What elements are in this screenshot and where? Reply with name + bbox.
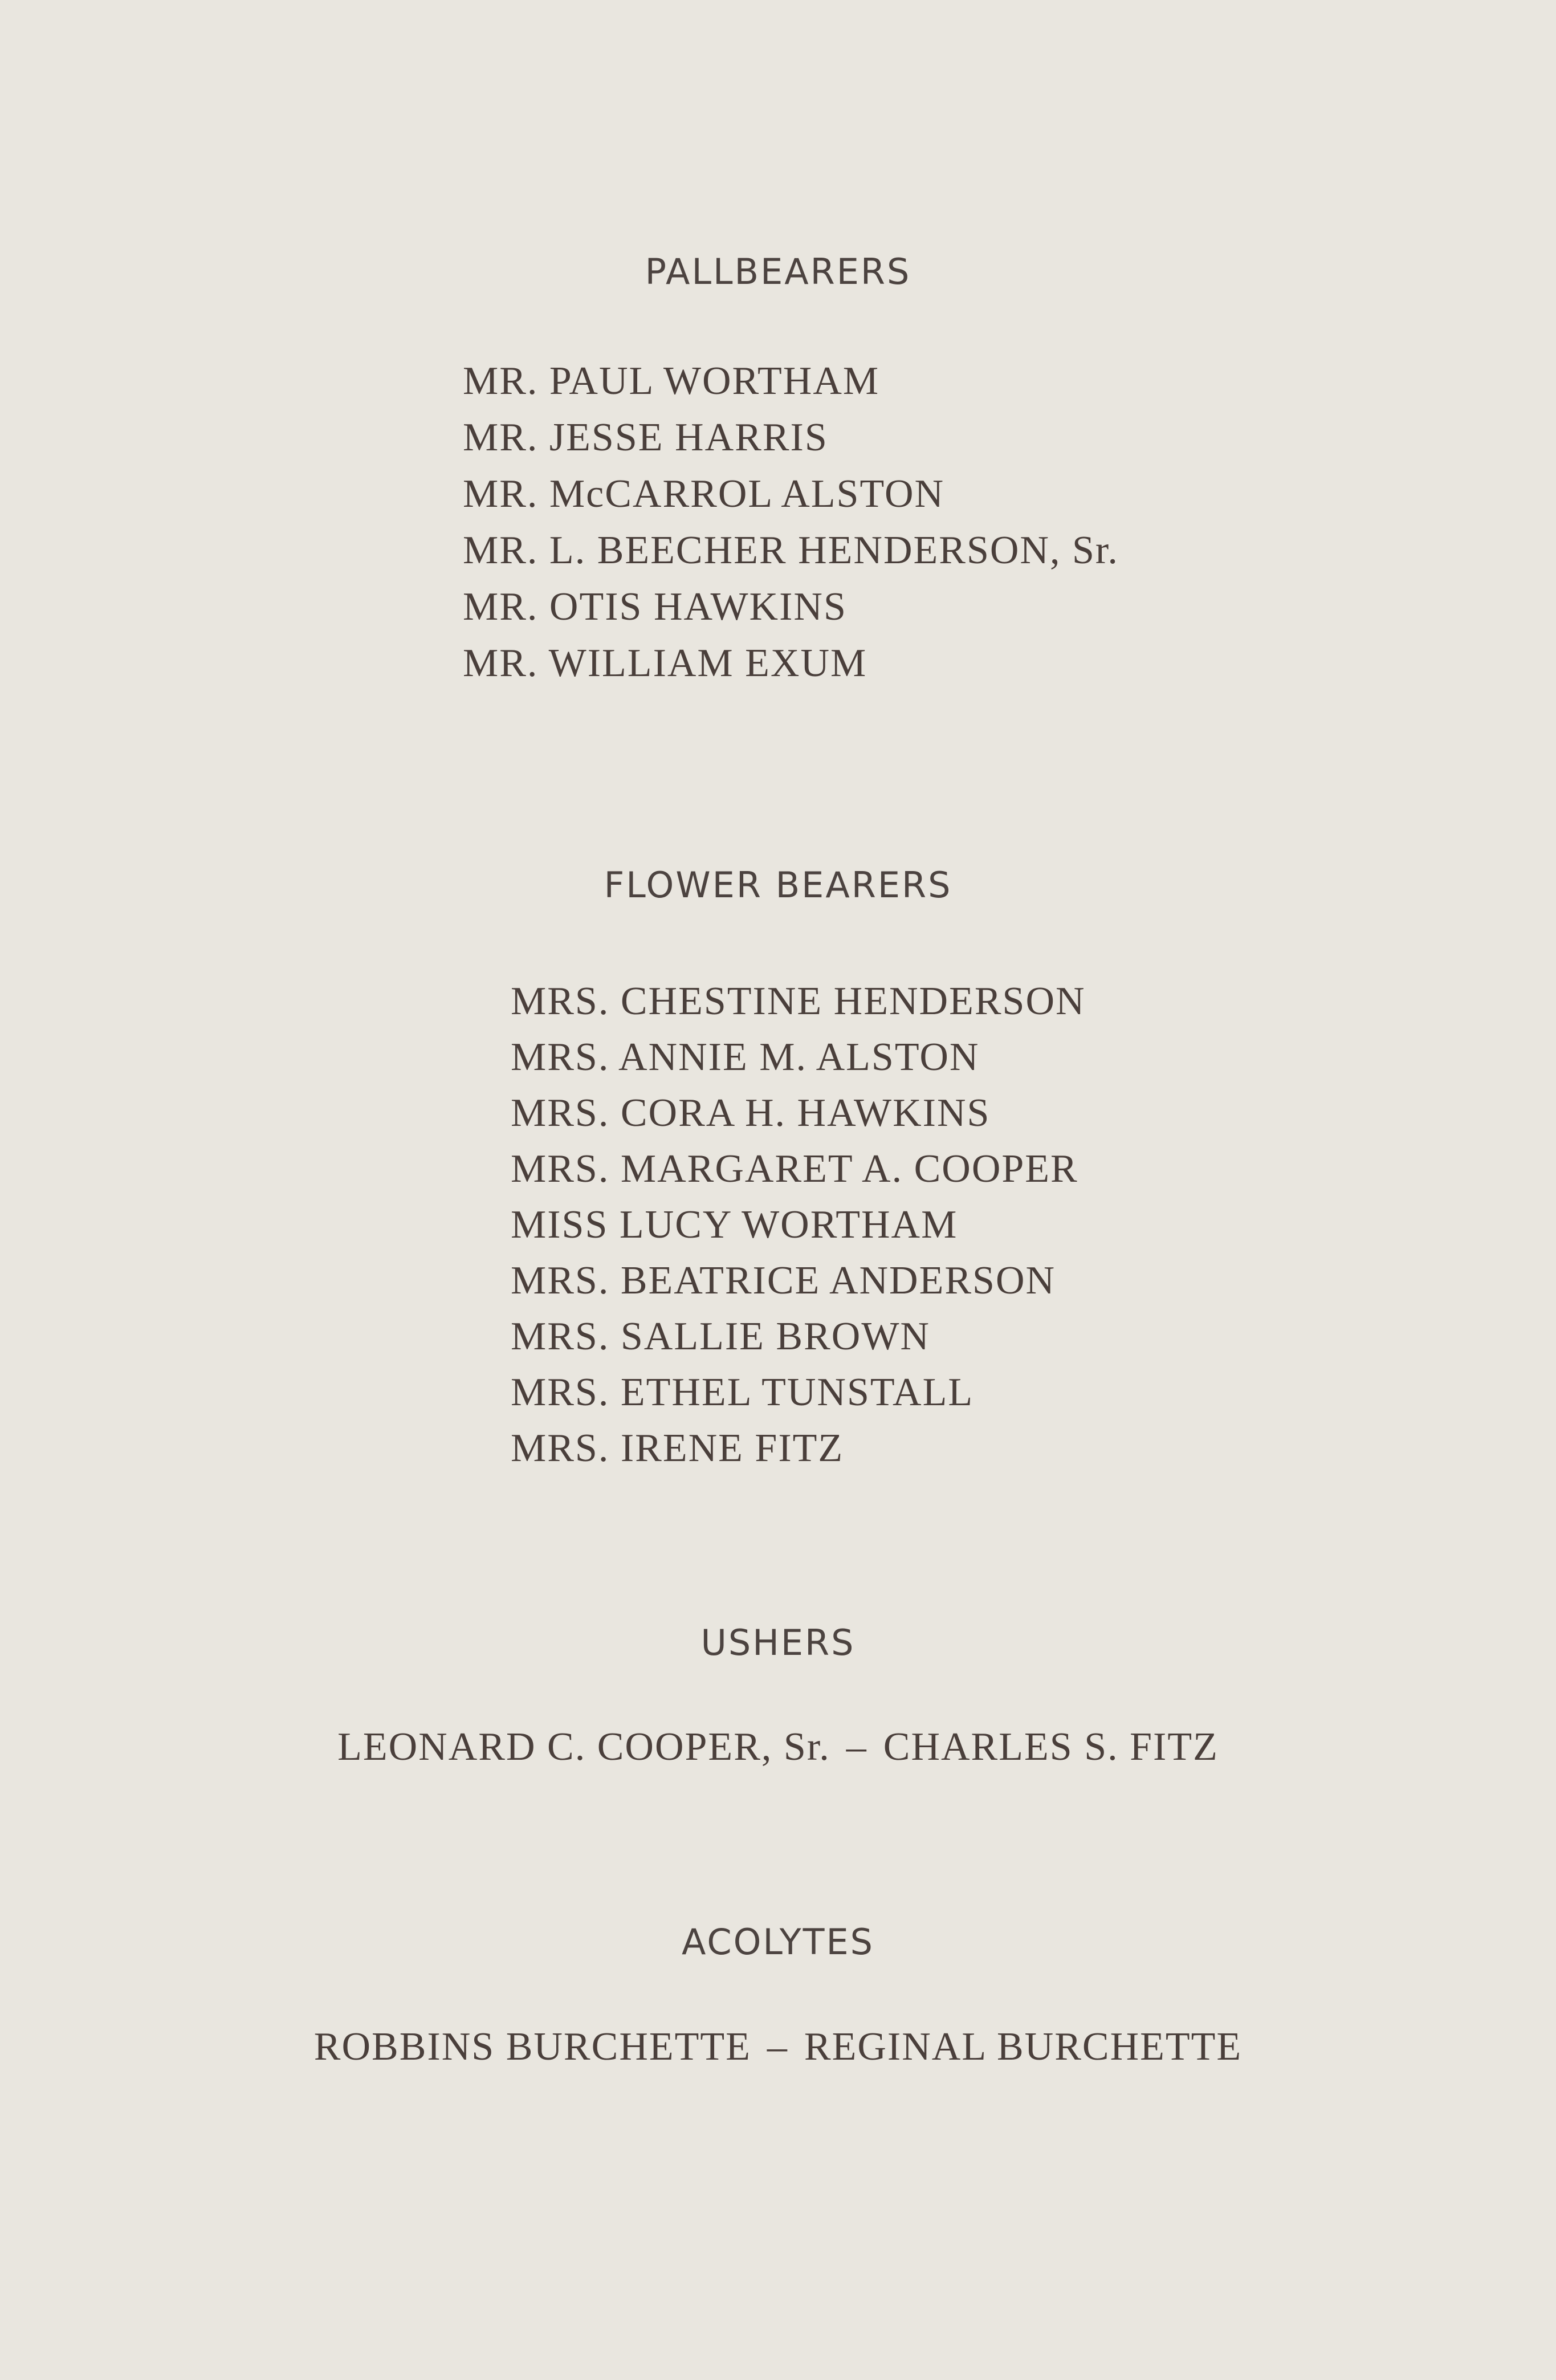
list-item: MRS. CHESTINE HENDERSON: [511, 979, 1086, 1023]
list-item: MR. OTIS HAWKINS: [463, 585, 847, 629]
list-item: MRS. MARGARET A. COOPER: [511, 1147, 1078, 1191]
usher-name: CHARLES S. FITZ: [883, 1725, 1219, 1769]
ushers-heading: USHERS: [700, 1622, 856, 1663]
list-item: MRS. CORA H. HAWKINS: [511, 1091, 991, 1135]
list-item: MR. JESSE HARRIS: [463, 416, 828, 459]
list-item: MISS LUCY WORTHAM: [511, 1203, 958, 1247]
usher-name: LEONARD C. COOPER, Sr.: [337, 1725, 830, 1769]
flower-bearers-list: [511, 974, 1086, 1476]
acolyte-name: REGINAL BURCHETTE: [804, 2025, 1243, 2069]
name-separator: –: [767, 2025, 788, 2069]
list-item: MR. L. BEECHER HENDERSON, Sr.: [463, 528, 1119, 572]
list-item: MRS. SALLIE BROWN: [511, 1315, 930, 1358]
ushers-names: [0, 1724, 1556, 1770]
flower-bearers-heading: FLOWER BEARERS: [604, 864, 952, 906]
pallbearers-heading: PALLBEARERS: [645, 251, 911, 292]
acolytes-names: [0, 2024, 1556, 2070]
list-item: MR. WILLIAM EXUM: [463, 641, 867, 685]
list-item: MRS. BEATRICE ANDERSON: [511, 1259, 1056, 1303]
list-item: MRS. ETHEL TUNSTALL: [511, 1370, 974, 1414]
pallbearers-list: [463, 353, 1119, 691]
list-item: MRS. IRENE FITZ: [511, 1426, 844, 1470]
acolytes-heading: ACOLYTES: [682, 1921, 874, 1963]
acolyte-name: ROBBINS BURCHETTE: [313, 2025, 751, 2069]
list-item: MRS. ANNIE M. ALSTON: [511, 1035, 980, 1079]
list-item: MR. PAUL WORTHAM: [463, 359, 880, 403]
name-separator: –: [846, 1725, 867, 1769]
list-item: MR. McCARROL ALSTON: [463, 472, 945, 516]
